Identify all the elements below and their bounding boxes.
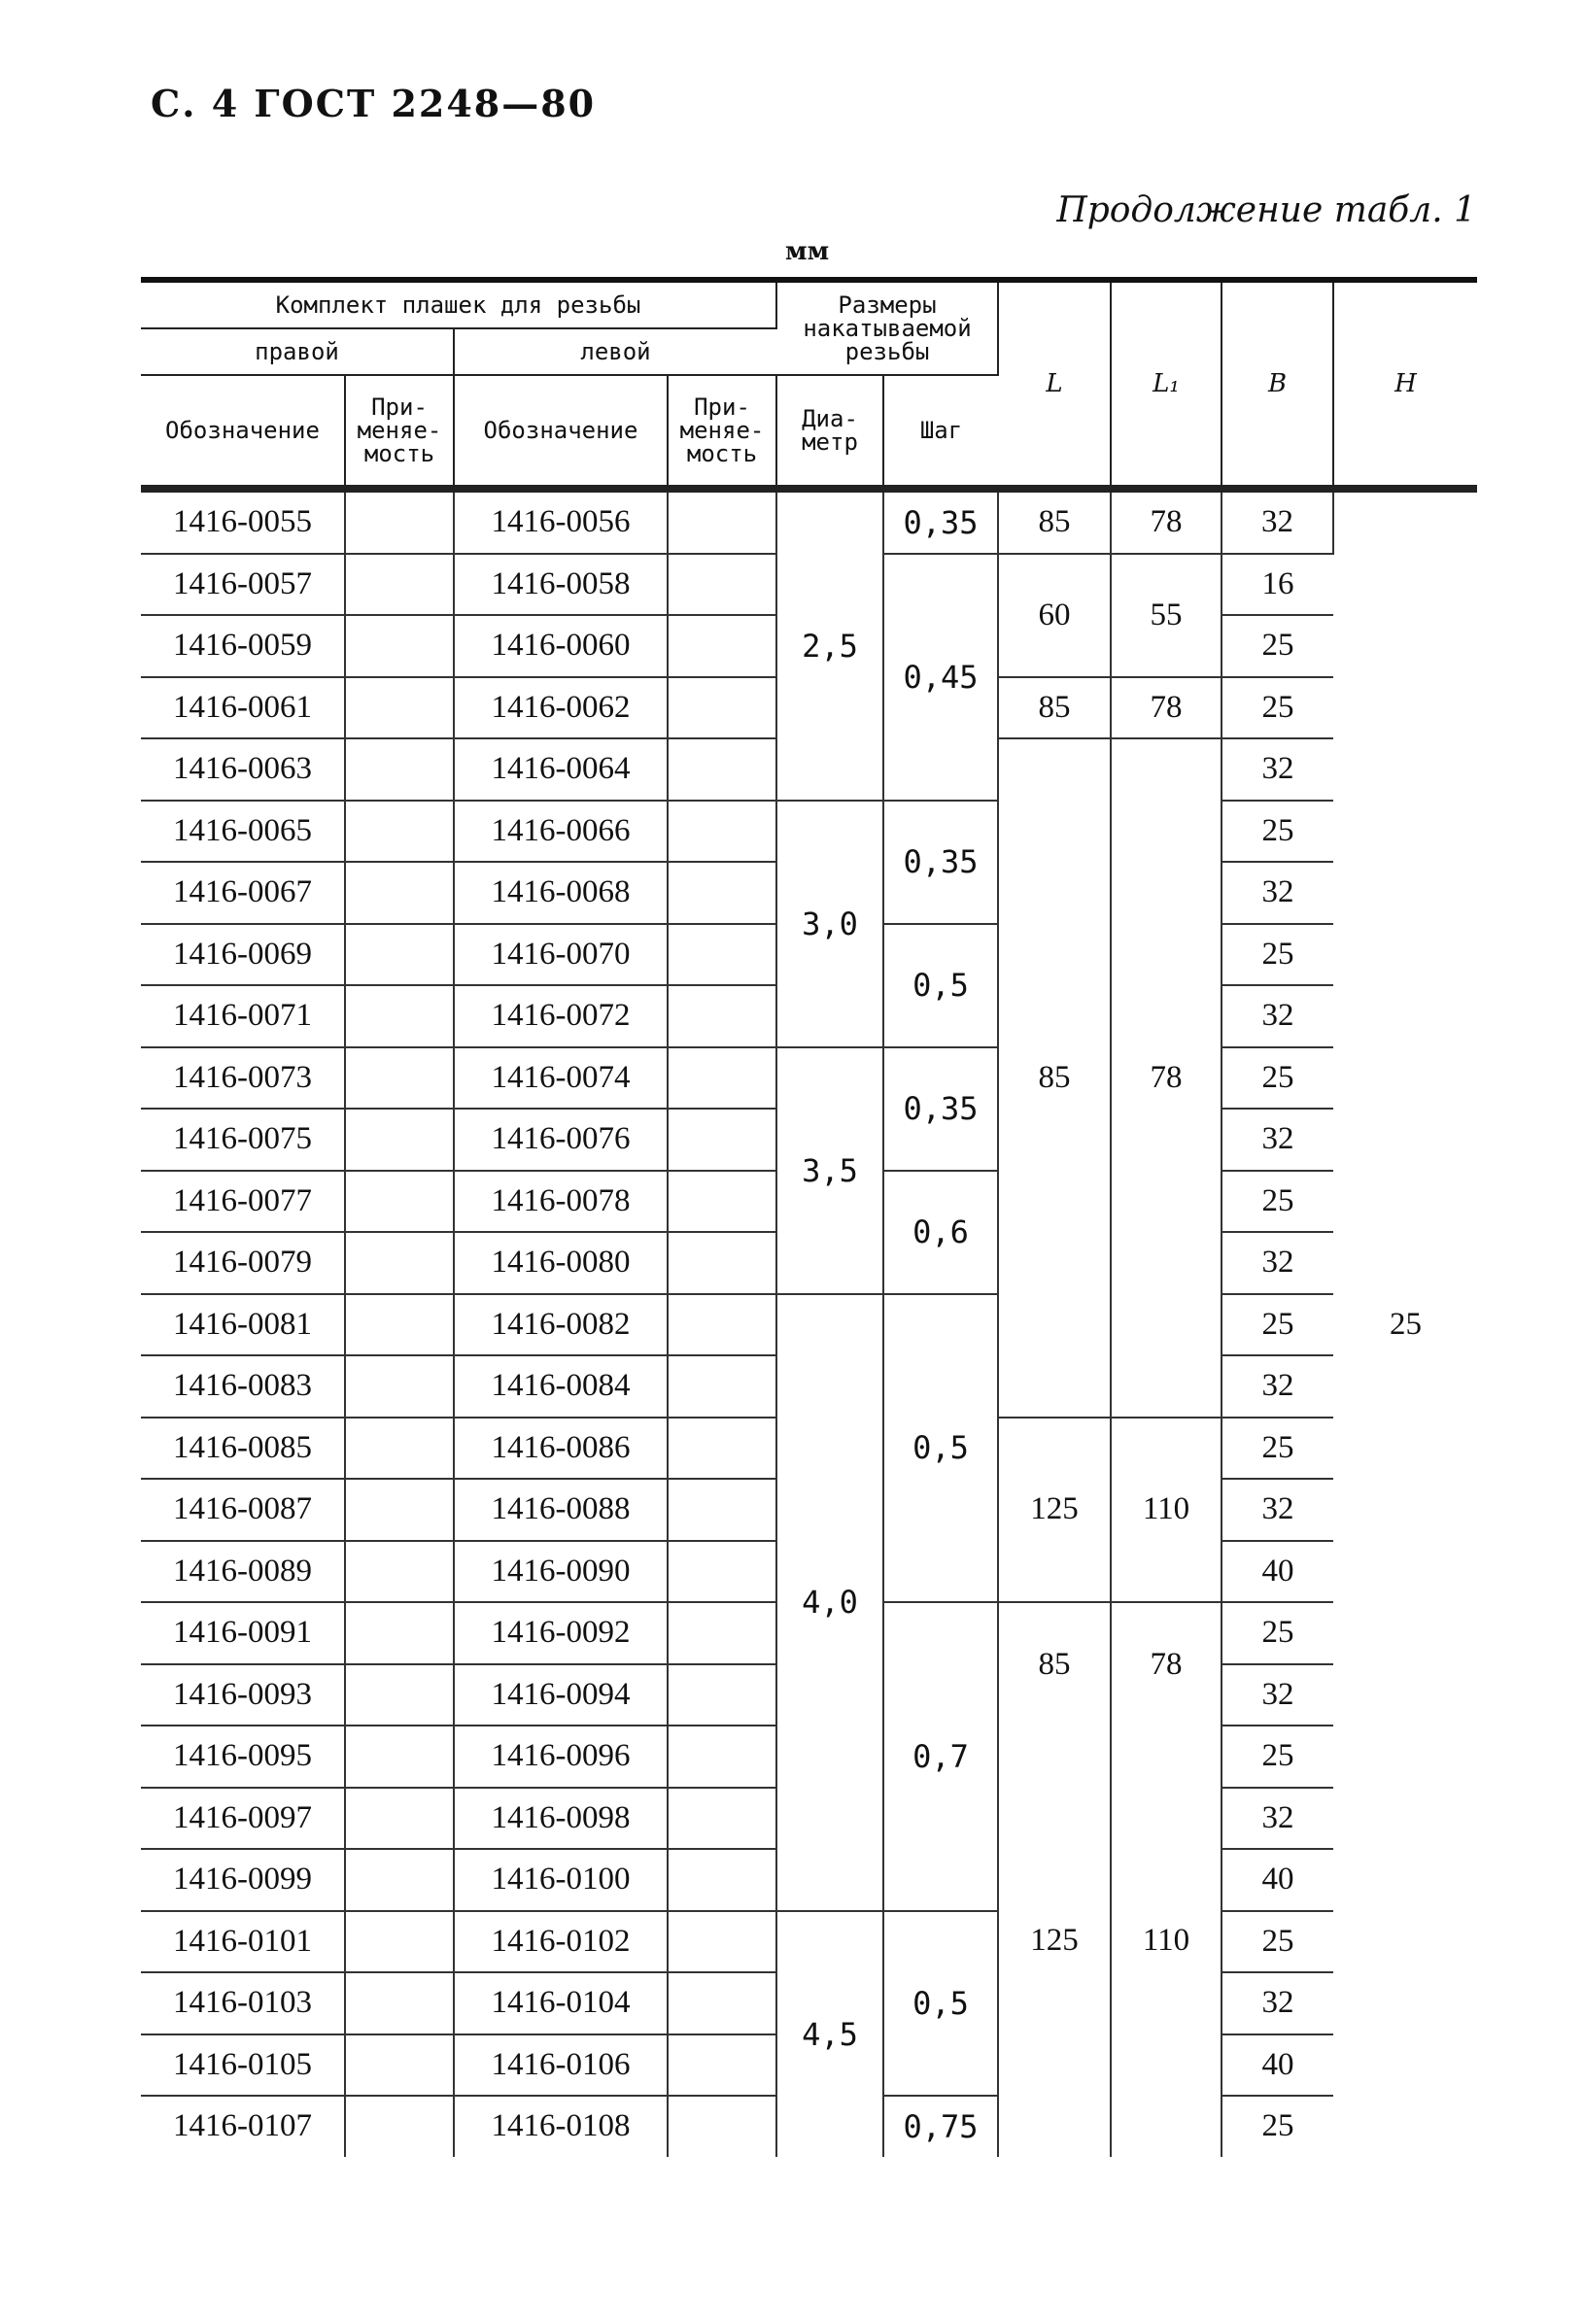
- designation-left: 1416-0074: [454, 1047, 668, 1110]
- L-cell: 125: [998, 1418, 1111, 1603]
- B-cell: 25: [1222, 1171, 1333, 1233]
- L-cell: 85: [998, 493, 1111, 554]
- designation-right: 1416-0071: [141, 985, 345, 1047]
- unit-label: мм: [785, 237, 830, 266]
- designation-right: 1416-0089: [141, 1541, 345, 1603]
- B-cell: 32: [1222, 1109, 1333, 1171]
- designation-left: 1416-0106: [454, 2034, 668, 2097]
- usage-left: [668, 1541, 776, 1603]
- designation-left: 1416-0090: [454, 1541, 668, 1603]
- designation-right: 1416-0067: [141, 862, 345, 924]
- B-cell: 25: [1222, 677, 1333, 739]
- designation-right: 1416-0069: [141, 924, 345, 986]
- designation-right: 1416-0077: [141, 1171, 345, 1233]
- L1-cell: 78: [1111, 493, 1222, 554]
- designation-right: 1416-0107: [141, 2096, 345, 2157]
- header-die-set: Комплект плашек для резьбы: [141, 280, 776, 328]
- usage-left: [668, 1047, 776, 1110]
- pitch-cell: 0,75: [883, 2096, 998, 2157]
- designation-right: 1416-0085: [141, 1418, 345, 1480]
- designation-right: 1416-0093: [141, 1664, 345, 1726]
- designation-right: 1416-0059: [141, 615, 345, 677]
- designation-left: 1416-0100: [454, 1849, 668, 1911]
- header-B: B: [1222, 280, 1333, 486]
- usage-right: [345, 554, 454, 616]
- usage-left: [668, 615, 776, 677]
- H-cell: 25: [1390, 1306, 1423, 1342]
- usage-left: [668, 924, 776, 986]
- pitch-cell: 0,35: [883, 801, 998, 924]
- designation-right: 1416-0065: [141, 801, 345, 863]
- B-cell: 25: [1222, 1047, 1333, 1110]
- usage-left: [668, 1972, 776, 2034]
- designation-right: 1416-0105: [141, 2034, 345, 2097]
- usage-right: [345, 1109, 454, 1171]
- usage-left: [668, 1849, 776, 1911]
- designation-left: 1416-0070: [454, 924, 668, 986]
- designation-right: 1416-0083: [141, 1355, 345, 1418]
- designation-left: 1416-0098: [454, 1788, 668, 1850]
- usage-left: [668, 2096, 776, 2157]
- B-cell: 32: [1222, 1664, 1333, 1726]
- usage-right: [345, 1664, 454, 1726]
- B-cell: 25: [1222, 1602, 1333, 1664]
- designation-right: 1416-0079: [141, 1232, 345, 1294]
- usage-right: [345, 615, 454, 677]
- designation-left: 1416-0058: [454, 554, 668, 616]
- header-usage-right: При-меняе-мость: [345, 375, 454, 486]
- usage-right: [345, 1355, 454, 1418]
- pitch-cell: 0,5: [883, 924, 998, 1047]
- usage-right: [345, 2034, 454, 2097]
- designation-left: 1416-0056: [454, 493, 668, 554]
- B-cell: 25: [1222, 1911, 1333, 1973]
- pitch-cell: 0,7: [883, 1602, 998, 1911]
- usage-left: [668, 1294, 776, 1356]
- pitch-cell: 0,35: [883, 1047, 998, 1171]
- header-usage-left: При-меняе-мость: [668, 375, 776, 486]
- usage-right: [345, 1972, 454, 2034]
- L-cell: 60: [998, 554, 1111, 677]
- usage-left: [668, 738, 776, 801]
- B-cell: 32: [1222, 493, 1333, 554]
- diameter-cell: 3,0: [776, 801, 883, 1047]
- header-designation-right: Обозначение: [141, 375, 345, 486]
- usage-left: [668, 1355, 776, 1418]
- header-pitch: Шаг: [883, 375, 998, 486]
- usage-left: [668, 493, 776, 554]
- L1-cell: 78: [1111, 1602, 1222, 1726]
- pitch-cell: 0,5: [883, 1911, 998, 2097]
- usage-left: [668, 2034, 776, 2097]
- usage-left: [668, 1418, 776, 1480]
- usage-right: [345, 924, 454, 986]
- usage-right: [345, 1602, 454, 1664]
- designation-right: 1416-0099: [141, 1849, 345, 1911]
- B-cell: 32: [1222, 1788, 1333, 1850]
- designation-right: 1416-0073: [141, 1047, 345, 1110]
- designation-right: 1416-0091: [141, 1602, 345, 1664]
- usage-right: [345, 1911, 454, 1973]
- designation-left: 1416-0096: [454, 1726, 668, 1788]
- designation-left: 1416-0086: [454, 1418, 668, 1480]
- designation-left: 1416-0064: [454, 738, 668, 801]
- designation-left: 1416-0060: [454, 615, 668, 677]
- usage-right: [345, 738, 454, 801]
- L-cell: 85: [998, 1602, 1111, 1726]
- header-H: H: [1333, 280, 1477, 486]
- designation-left: 1416-0066: [454, 801, 668, 863]
- header-left-thread: левой: [454, 328, 776, 375]
- designation-right: 1416-0103: [141, 1972, 345, 2034]
- designation-left: 1416-0104: [454, 1972, 668, 2034]
- L1-cell: 110: [1111, 1726, 1222, 2157]
- usage-right: [345, 1294, 454, 1356]
- B-cell: 16: [1222, 554, 1333, 616]
- designation-left: 1416-0068: [454, 862, 668, 924]
- usage-right: [345, 1726, 454, 1788]
- B-cell: 32: [1222, 1479, 1333, 1541]
- designation-left: 1416-0094: [454, 1664, 668, 1726]
- usage-right: [345, 801, 454, 863]
- usage-left: [668, 1479, 776, 1541]
- B-cell: 25: [1222, 615, 1333, 677]
- B-cell: 32: [1222, 1972, 1333, 2034]
- B-cell: 40: [1222, 1849, 1333, 1911]
- designation-left: 1416-0062: [454, 677, 668, 739]
- usage-right: [345, 493, 454, 554]
- B-cell: 25: [1222, 801, 1333, 863]
- designation-left: 1416-0102: [454, 1911, 668, 1973]
- diameter-cell: 4,0: [776, 1294, 883, 1911]
- B-cell: 32: [1222, 985, 1333, 1047]
- diameter-cell: 3,5: [776, 1047, 883, 1294]
- usage-left: [668, 677, 776, 739]
- usage-left: [668, 985, 776, 1047]
- diameter-cell: 4,5: [776, 1911, 883, 2157]
- header-L: L: [998, 280, 1111, 486]
- designation-left: 1416-0084: [454, 1355, 668, 1418]
- header-separator: [141, 486, 1477, 493]
- designation-left: 1416-0072: [454, 985, 668, 1047]
- header-designation-left: Обозначение: [454, 375, 668, 486]
- header-thread-sizes: Размеры накатываемой резьбы: [776, 280, 998, 375]
- designation-left: 1416-0082: [454, 1294, 668, 1356]
- designation-right: 1416-0063: [141, 738, 345, 801]
- designation-right: 1416-0061: [141, 677, 345, 739]
- usage-right: [345, 1541, 454, 1603]
- designation-left: 1416-0088: [454, 1479, 668, 1541]
- L-cell: 125: [998, 1726, 1111, 2157]
- usage-right: [345, 1788, 454, 1850]
- pitch-cell: 0,5: [883, 1294, 998, 1603]
- B-cell: 25: [1261, 2108, 1294, 2144]
- usage-left: [668, 1171, 776, 1233]
- usage-right: [345, 1479, 454, 1541]
- usage-left: [668, 554, 776, 616]
- table-continuation-label: Продолжение табл. 1: [1056, 190, 1476, 230]
- L1-cell: 55: [1111, 554, 1222, 677]
- B-cell: 32: [1222, 862, 1333, 924]
- usage-right: [345, 1418, 454, 1480]
- B-cell: 40: [1222, 1541, 1333, 1603]
- usage-left: [668, 801, 776, 863]
- usage-right: [345, 985, 454, 1047]
- L1-cell: 78: [1111, 677, 1222, 739]
- designation-left: 1416-0078: [454, 1171, 668, 1233]
- usage-right: [345, 862, 454, 924]
- B-cell: 25: [1222, 1418, 1333, 1480]
- designation-right: 1416-0095: [141, 1726, 345, 1788]
- usage-right: [345, 1232, 454, 1294]
- pitch-cell: 0,35: [883, 493, 998, 554]
- designation-right: 1416-0055: [141, 493, 345, 554]
- B-cell: 32: [1222, 1355, 1333, 1418]
- usage-left: [668, 1109, 776, 1171]
- designation-left: 1416-0076: [454, 1109, 668, 1171]
- designation-left: 1416-0092: [454, 1602, 668, 1664]
- usage-right: [345, 1047, 454, 1110]
- usage-left: [668, 1602, 776, 1664]
- designation-right: 1416-0057: [141, 554, 345, 616]
- designation-left: 1416-0080: [454, 1232, 668, 1294]
- usage-left: [668, 1788, 776, 1850]
- dies-table: [141, 277, 1477, 2157]
- L1-cell: 78: [1111, 738, 1222, 1418]
- usage-right: [345, 1171, 454, 1233]
- usage-left: [668, 1664, 776, 1726]
- designation-right: 1416-0075: [141, 1109, 345, 1171]
- L-cell: 85: [998, 738, 1111, 1418]
- usage-right: [345, 2096, 454, 2157]
- pitch-cell: 0,45: [883, 554, 998, 801]
- page-reference: С. 4 ГОСТ 2248—80: [151, 82, 597, 125]
- pitch-cell: 0,6: [883, 1171, 998, 1294]
- B-cell: 25: [1222, 924, 1333, 986]
- B-cell: 25: [1222, 1726, 1333, 1788]
- B-cell: 32: [1222, 1232, 1333, 1294]
- designation-right: 1416-0101: [141, 1911, 345, 1973]
- designation-right: 1416-0097: [141, 1788, 345, 1850]
- L-cell: 85: [998, 677, 1111, 739]
- usage-left: [668, 1911, 776, 1973]
- diameter-cell: 2,5: [776, 493, 883, 801]
- B-cell: 40: [1222, 2034, 1333, 2097]
- designation-right: 1416-0087: [141, 1479, 345, 1541]
- header-diameter: Диа-метр: [776, 375, 883, 486]
- usage-right: [345, 1849, 454, 1911]
- L1-cell: 110: [1111, 1418, 1222, 1603]
- B-cell: 25: [1222, 1294, 1333, 1356]
- designation-left: 1416-0108: [454, 2096, 668, 2157]
- usage-left: [668, 862, 776, 924]
- usage-right: [345, 677, 454, 739]
- usage-left: [668, 1726, 776, 1788]
- usage-left: [668, 1232, 776, 1294]
- designation-right: 1416-0081: [141, 1294, 345, 1356]
- header-right-thread: правой: [141, 328, 454, 375]
- B-cell: 32: [1222, 738, 1333, 801]
- header-L1: L₁: [1111, 280, 1222, 486]
